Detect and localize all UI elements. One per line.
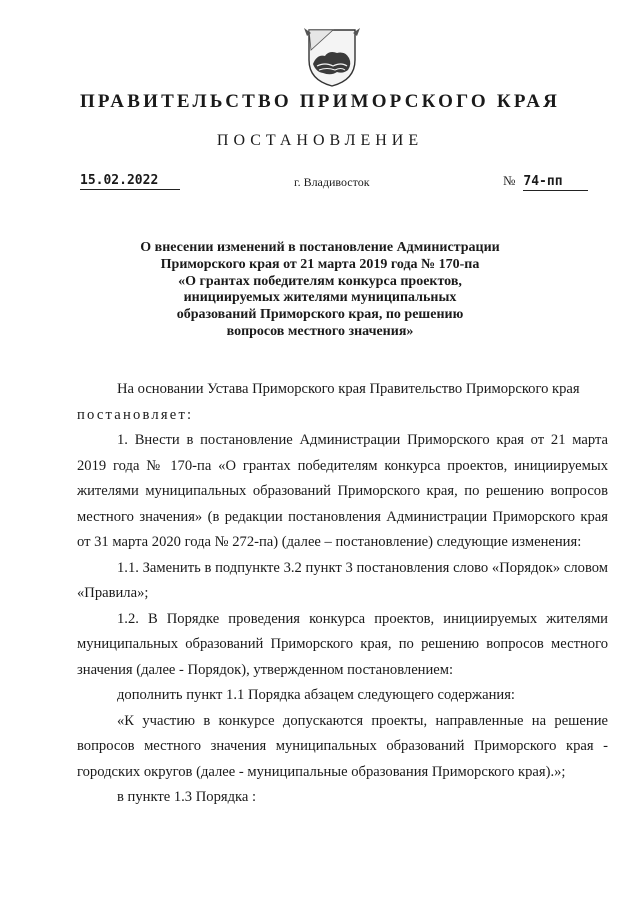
paragraph-add: дополнить пункт 1.1 Порядка абзацем следующего содержания: <box>117 687 515 703</box>
paragraph-1: 1. Внести в постановление Администрации Приморского края от 21 марта 2019 года № 170-па «О грантах победителям конкурса проектов, инициируемых жителями муниципальных образований Приморского края, по решению вопросов местного значения» (в редакции постановления Администрации Приморского края от 31 марта 2020 года № 272-па) (далее – постановление) следующие изменения: <box>77 432 608 550</box>
document-heading <box>120 240 520 341</box>
paragraph-1-3: в пункте 1.3 Порядка : <box>117 789 257 805</box>
heading-line: «О грантах победителям конкурса проектов, <box>178 273 462 289</box>
quoted-paragraph: «К участию в конкурсе допускаются проекты, направленные на решение вопросов местного значения муниципальных образований Приморского края - городских округов (далее - муниципальные образования Приморского края).»; <box>77 712 608 780</box>
coat-of-arms-emblem <box>303 26 361 88</box>
heading-line: вопросов местного значения» <box>226 323 414 339</box>
heading-line: инициируемых жителями муниципальных <box>183 290 457 306</box>
resolves-word: постановляет: <box>77 406 194 423</box>
decree-number-block <box>503 173 588 191</box>
decree-date: 15.02.2022 <box>80 173 180 190</box>
paragraph-1-1: 1.1. Заменить в подпункте 3.2 пункт 3 постановления слово «Порядок» словом «Правила»; <box>77 559 608 601</box>
heading-line: О внесении изменений в постановление Администрации <box>140 240 500 255</box>
document-body <box>77 377 608 811</box>
decree-title: ПОСТАНОВЛЕНИЕ <box>216 132 424 149</box>
heading-line: Приморского края от 21 марта 2019 года № 170-па <box>160 256 480 272</box>
government-title: ПРАВИТЕЛЬСТВО ПРИМОРСКОГО КРАЯ <box>79 91 561 112</box>
paragraph-1-2: 1.2. В Порядке проведения конкурса проектов, инициируемых жителями муниципальных образований Приморского края, по решению вопросов местного значения (далее - Порядок), утвержденном постановлением: <box>77 610 608 678</box>
decree-number: 74-пп <box>523 174 588 191</box>
intro-paragraph: На основании Устава Приморского края Правительство Приморского края <box>117 381 580 397</box>
heading-line: образований Приморского края, по решению <box>176 307 464 323</box>
city: г. Владивосток <box>294 175 370 189</box>
number-sign: № <box>503 173 516 188</box>
